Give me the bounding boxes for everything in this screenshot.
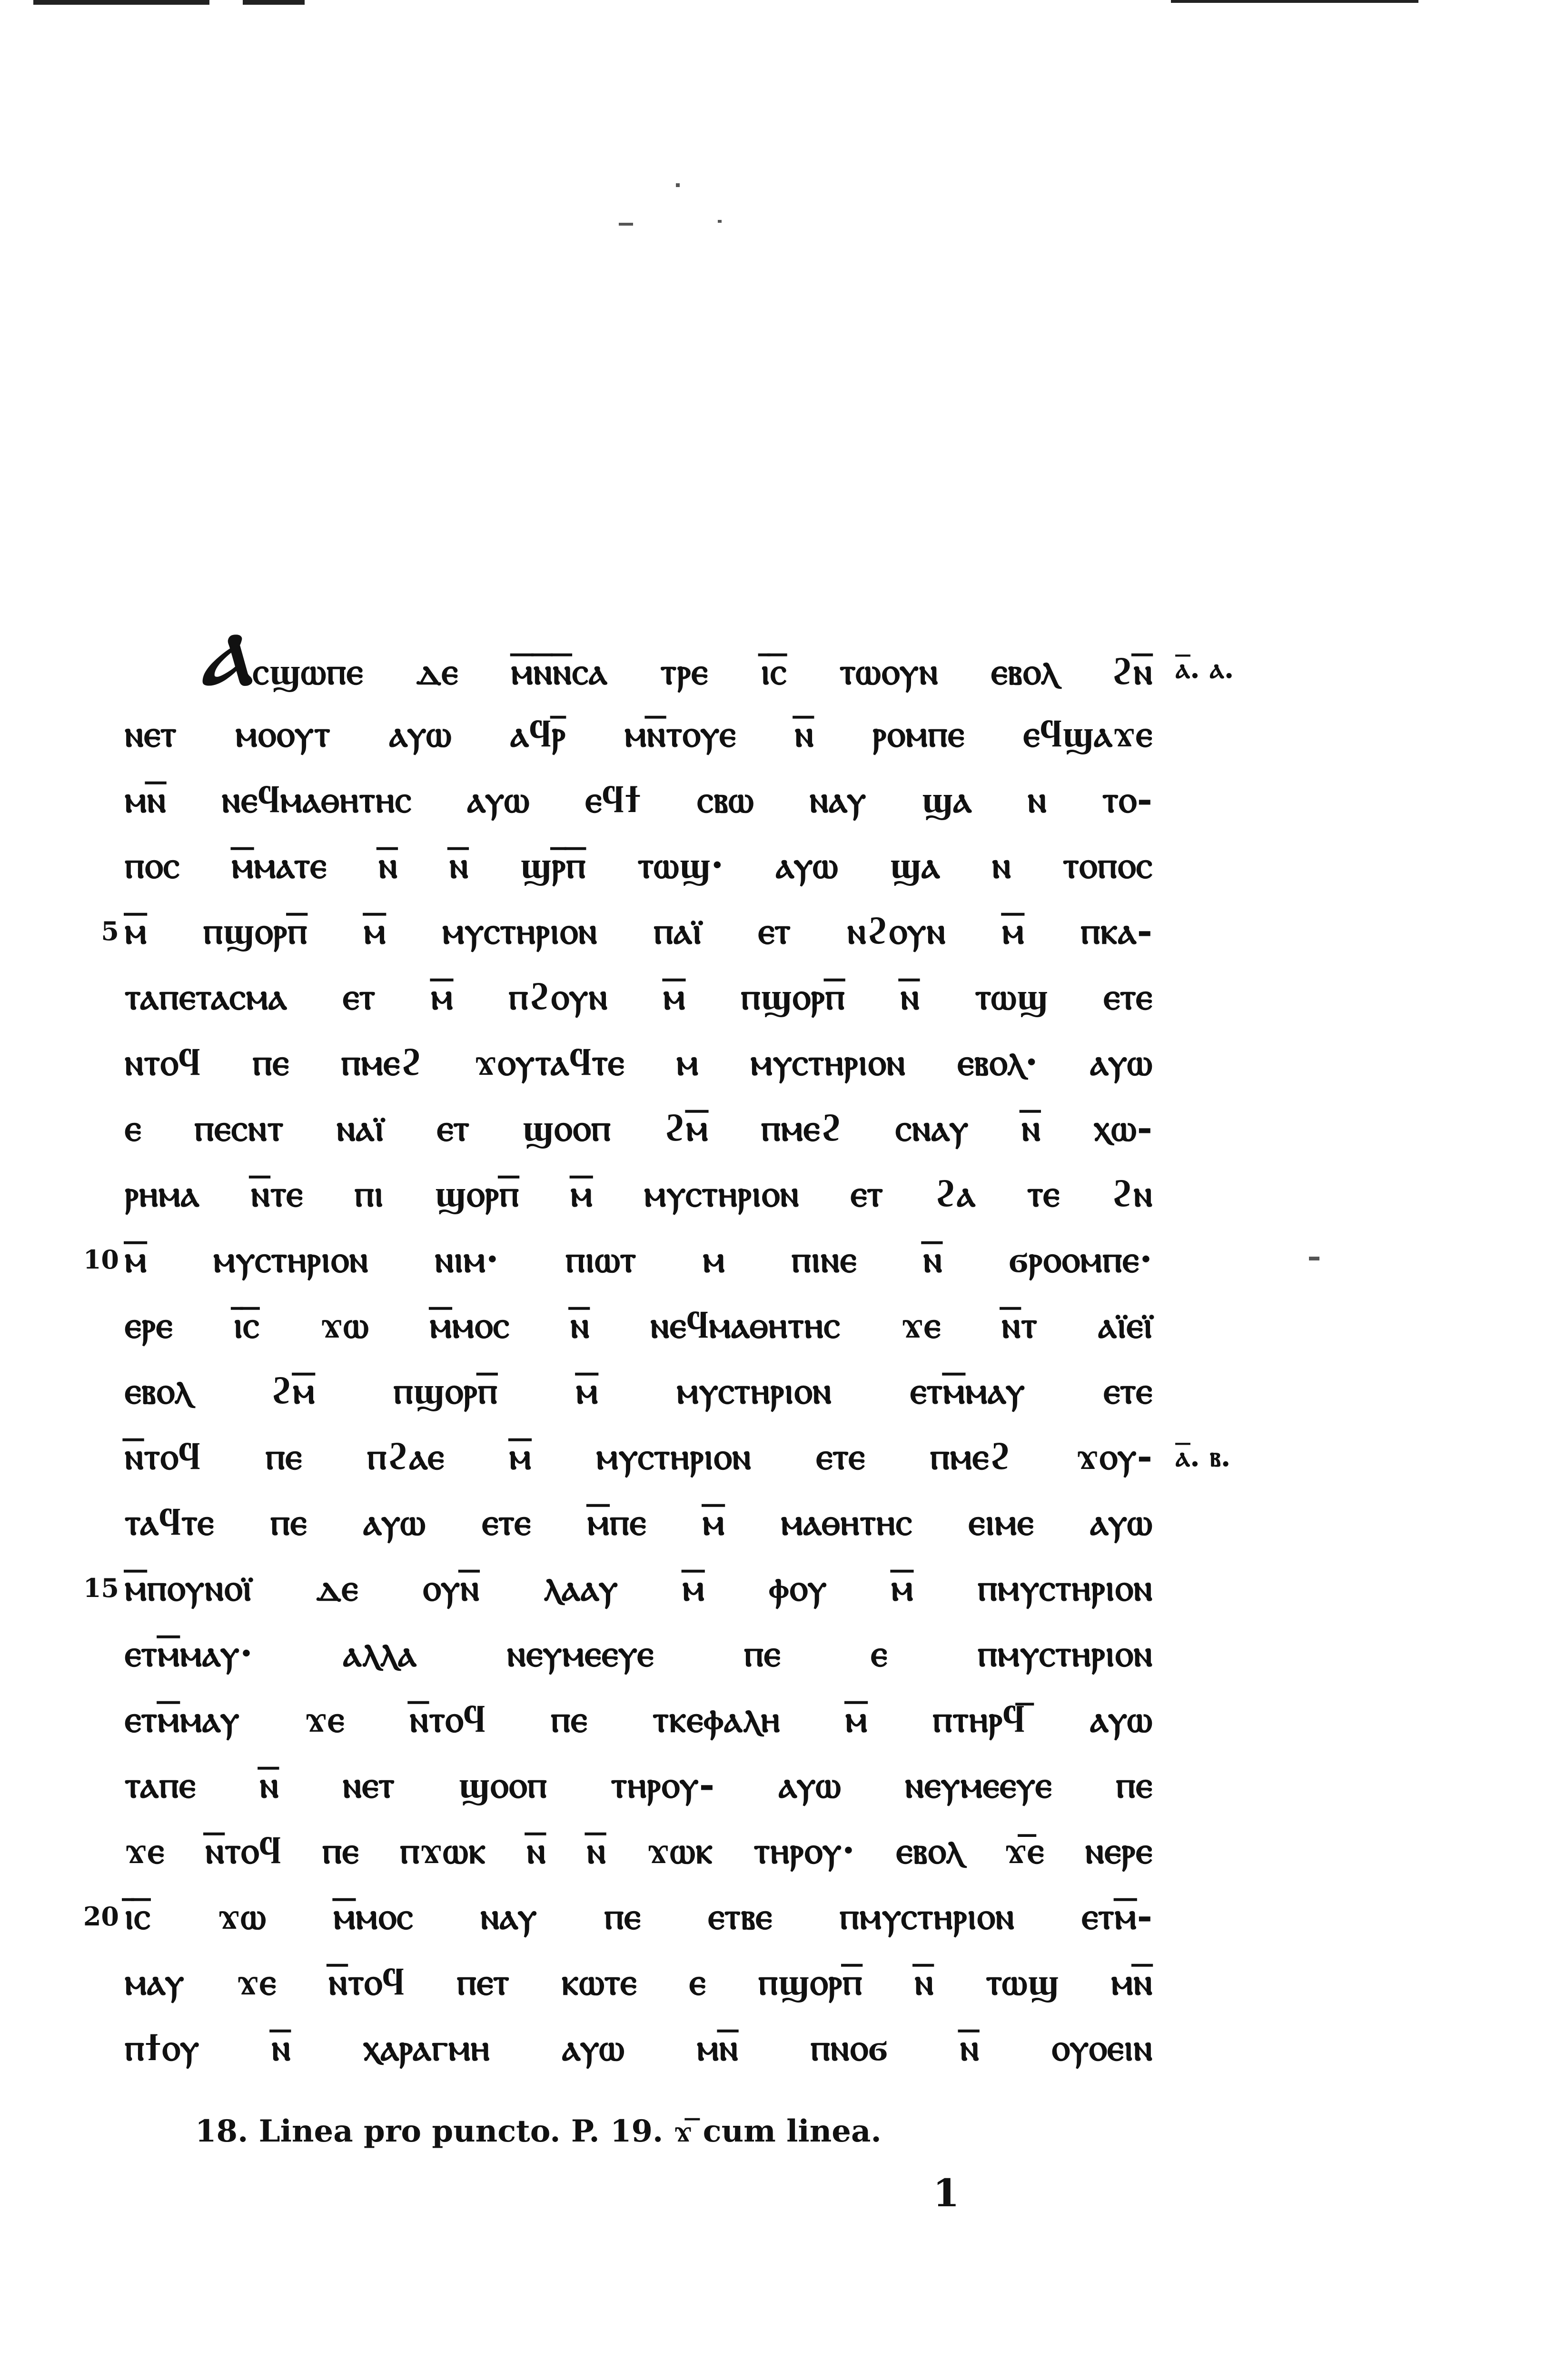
initial-letter: Ⲁ bbox=[201, 617, 253, 701]
text-line-13: ⲛ̅ⲧⲟϥ ⲡⲉ ⲡϩⲁⲉ ⲙ̅ ⲙⲩⲥⲧⲏⲣⲓⲟⲛ ⲉⲧⲉ ⲡⲙⲉϩ ϫⲟⲩ- bbox=[125, 1435, 1153, 1478]
line-number: 5 bbox=[101, 916, 119, 946]
text-line-21: ⲙⲁⲩ ϫⲉ ⲛ̅ⲧⲟϥ ⲡⲉⲧ ⲕⲱⲧⲉ ⲉ ⲡϣⲟⲣⲡ̅ ⲛ̅ ⲧⲱϣ ⲙⲛ̅ bbox=[125, 1960, 1153, 2003]
text-line-16: ⲉⲧⲙ̅ⲙⲁⲩ· ⲁⲗⲗⲁ ⲛⲉⲩⲙⲉⲉⲩⲉ ⲡⲉ ⲉ ⲡⲙⲩⲥⲧⲏⲣⲓⲟⲛ bbox=[125, 1632, 1153, 1675]
scan-speck bbox=[619, 223, 633, 226]
text-line-9: ⲣⲏⲙⲁ ⲛ̅ⲧⲉ ⲡⲓ ϣⲟⲣⲡ̅ ⲙ̅ ⲙⲩⲥⲧⲏⲣⲓⲟⲛ ⲉⲧ ϩⲁ ⲧⲉ ϩⲛ bbox=[125, 1172, 1153, 1215]
marginal-note: ⲁ̅. ⲃ. bbox=[1176, 1440, 1231, 1473]
top-edge-rule-left bbox=[33, 0, 209, 5]
scan-speck bbox=[1309, 1257, 1319, 1260]
line-number: 20 bbox=[83, 1901, 119, 1932]
text-line-22: ⲡϯⲟⲩ ⲛ̅ ⲭⲁⲣⲁⲅⲙⲏ ⲁⲩⲱ ⲙⲛ̅ ⲡⲛⲟϭ ⲛ̅ ⲟⲩⲟⲉⲓⲛ bbox=[125, 2026, 1153, 2069]
marginal-note: ⲁ̅. ⲁ. bbox=[1176, 652, 1234, 685]
text-line-12: ⲉⲃⲟⲗ ϩⲙ̅ ⲡϣⲟⲣⲡ̅ ⲙ̅ ⲙⲩⲥⲧⲏⲣⲓⲟⲛ ⲉⲧⲙ̅ⲙⲁⲩ ⲉⲧⲉ bbox=[125, 1369, 1153, 1412]
text-line-3: ⲙⲛ̅ ⲛⲉϥⲙⲁⲑⲏⲧⲏⲥ ⲁⲩⲱ ⲉϥϯ ⲥⲃⲱ ⲛⲁⲩ ϣⲁ ⲛ ⲧⲟ- bbox=[125, 778, 1153, 821]
top-edge-rule-right bbox=[1171, 0, 1418, 3]
text-line-20: ⲓ̅ⲥ̅ ϫⲱ ⲙ̅ⲙⲟⲥ ⲛⲁⲩ ⲡⲉ ⲉⲧⲃⲉ ⲡⲙⲩⲥⲧⲏⲣⲓⲟⲛ ⲉⲧⲙ̅- bbox=[125, 1894, 1153, 1938]
text-line-1 bbox=[201, 617, 1153, 701]
line-number: 15 bbox=[83, 1573, 119, 1603]
text-line-14: ⲧⲁϥⲧⲉ ⲡⲉ ⲁⲩⲱ ⲉⲧⲉ ⲙ̅ⲡⲉ ⲙ̅ ⲙⲁⲑⲏⲧⲏⲥ ⲉⲓⲙⲉ ⲁⲩⲱ bbox=[125, 1500, 1153, 1544]
text-line-11: ⲉⲣⲉ ⲓ̅ⲥ̅ ϫⲱ ⲙ̅ⲙⲟⲥ ⲛ̅ ⲛⲉϥⲙⲁⲑⲏⲧⲏⲥ ϫⲉ ⲛ̅ⲧ ⲁⲓ̈ⲉⲓ̈ bbox=[125, 1303, 1153, 1347]
text-line-4: ⲡⲟⲥ ⲙ̅ⲙⲁⲧⲉ ⲛ̅ ⲛ̅ ϣⲣ̅ⲡ̅ ⲧⲱϣ· ⲁⲩⲱ ϣⲁ ⲛ ⲧⲟⲡⲟⲥ bbox=[125, 843, 1153, 887]
page-number: 1 bbox=[933, 2171, 960, 2215]
scan-speck bbox=[718, 220, 722, 223]
text-line-7: ⲛⲧⲟϥ ⲡⲉ ⲡⲙⲉϩ ϫⲟⲩⲧⲁϥⲧⲉ ⲙ ⲙⲩⲥⲧⲏⲣⲓⲟⲛ ⲉⲃⲟⲗ· ⲁⲩⲱ bbox=[125, 1041, 1153, 1084]
text-line-6: ⲧⲁⲡⲉⲧⲁⲥⲙⲁ ⲉⲧ ⲙ̅ ⲡϩⲟⲩⲛ ⲙ̅ ⲡϣⲟⲣⲡ̅ ⲛ̅ ⲧⲱϣ ⲉⲧⲉ bbox=[125, 975, 1153, 1018]
text-line-17: ⲉⲧⲙ̅ⲙⲁⲩ ϫⲉ ⲛ̅ⲧⲟϥ ⲡⲉ ⲧⲕⲉⲫⲁⲗⲏ ⲙ̅ ⲡⲧⲏⲣϥ̅ ⲁⲩⲱ bbox=[125, 1697, 1153, 1741]
text-line-19: ϫⲉ ⲛ̅ⲧⲟϥ ⲡⲉ ⲡϫⲱⲕ ⲛ̅ ⲛ̅ ϫⲱⲕ ⲧⲏⲣⲟⲩ· ⲉⲃⲟⲗ ϫ̅ⲉ ⲛⲉⲣⲉ bbox=[125, 1829, 1153, 1872]
top-edge-rule-mid bbox=[243, 0, 305, 5]
text-line-10: ⲙ̅ ⲙⲩⲥⲧⲏⲣⲓⲟⲛ ⲛⲓⲙ· ⲡⲓⲱⲧ ⲙ ⲡⲓⲛⲉ ⲛ̅ ϭⲣⲟⲟⲙⲡⲉ· bbox=[125, 1238, 1153, 1281]
text-line-8: ⲉ ⲡⲉⲥⲛⲧ ⲛⲁⲓ̈ ⲉⲧ ϣⲟⲟⲡ ϩⲙ̅ ⲡⲙⲉϩ ⲥⲛⲁⲩ ⲛ̅ ⲭⲱ- bbox=[125, 1106, 1153, 1150]
scan-speck bbox=[676, 183, 680, 187]
text-line-15: ⲙ̅ⲡⲟⲩⲛⲟⲓ̈ ⲇⲉ ⲟⲩⲛ̅ ⲗⲁⲁⲩ ⲙ̅ ⲫⲟⲩ ⲙ̅ ⲡⲙⲩⲥⲧⲏⲣⲓⲟⲛ bbox=[125, 1566, 1153, 1609]
text-line-1-content: ⲥϣⲱⲡⲉ ⲇⲉ ⲙ̅ⲛ̅ⲛ̅ⲥⲁ ⲧⲣⲉ ⲓ̅ⲥ̅ ⲧⲱⲟⲩⲛ ⲉⲃⲟⲗ ϩⲛ̅ bbox=[252, 650, 1153, 693]
footnote: 18. Linea pro puncto. P. 19. ϫ̅ cum linea. bbox=[195, 2113, 882, 2149]
line-number: 10 bbox=[83, 1244, 119, 1275]
text-line-5: ⲙ̅ ⲡϣⲟⲣⲡ̅ ⲙ̅ ⲙⲩⲥⲧⲏⲣⲓⲟⲛ ⲡⲁⲓ̈ ⲉⲧ ⲛϩⲟⲩⲛ ⲙ̅ ⲡⲕⲁ- bbox=[125, 909, 1153, 952]
text-line-2: ⲛⲉⲧ ⲙⲟⲟⲩⲧ ⲁⲩⲱ ⲁϥⲣ̅ ⲙⲛ̅ⲧⲟⲩⲉ ⲛ̅ ⲣⲟⲙⲡⲉ ⲉϥϣⲁϫⲉ bbox=[125, 712, 1153, 755]
text-line-18: ⲧⲁⲡⲉ ⲛ̅ ⲛⲉⲧ ϣⲟⲟⲡ ⲧⲏⲣⲟⲩ- ⲁⲩⲱ ⲛⲉⲩⲙⲉⲉⲩⲉ ⲡⲉ bbox=[125, 1763, 1153, 1806]
